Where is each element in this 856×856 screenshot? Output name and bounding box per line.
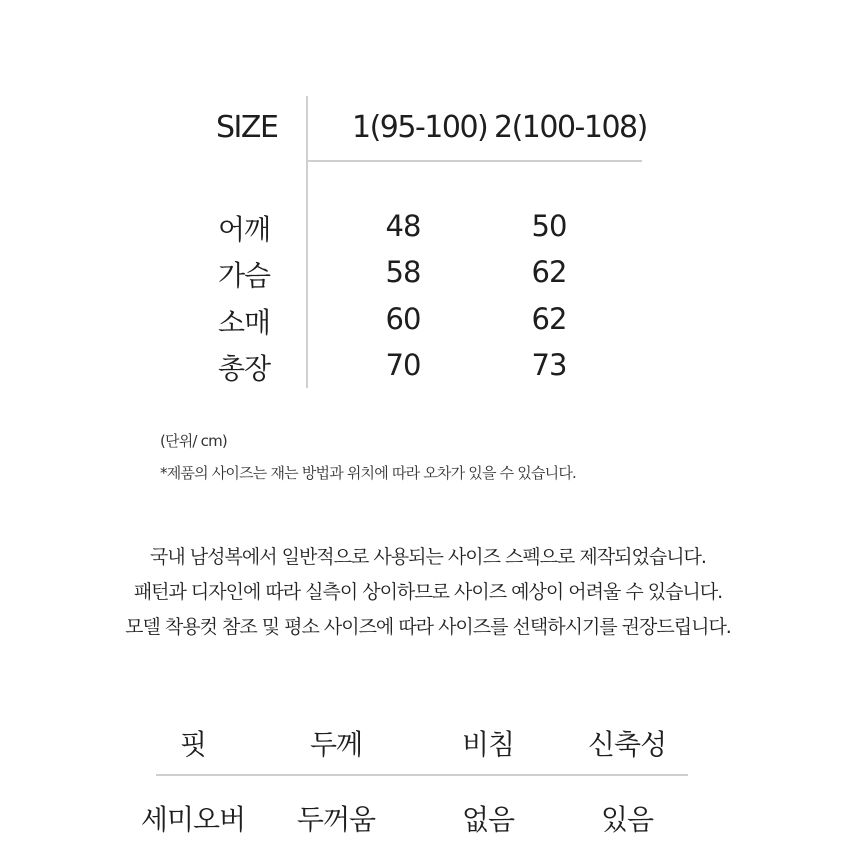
attr-header-stretch: 신축성 <box>587 728 667 761</box>
table-vertical-divider <box>306 96 308 388</box>
disclaimer-note: *제품의 사이즈는 재는 방법과 위치에 따라 오차가 있을 수 있습니다. <box>160 464 577 482</box>
attr-header-sheerness: 비침 <box>461 728 515 761</box>
row-value-size-2: 62 <box>531 255 567 289</box>
attr-value-fit: 세미오버 <box>140 803 246 836</box>
unit-note: (단위/ cm) <box>160 432 227 450</box>
attr-header-fit: 핏 <box>179 728 207 761</box>
attr-header-thickness: 두께 <box>309 728 363 761</box>
row-value-size-2: 62 <box>531 302 567 336</box>
attr-value-stretch: 있음 <box>600 803 654 836</box>
size-header-label: SIZE <box>216 110 278 145</box>
row-value-size-1: 60 <box>385 302 421 336</box>
description-line-1: 국내 남성복에서 일반적으로 사용되는 사이즈 스펙으로 제작되었습니다. <box>150 546 706 568</box>
row-label: 소매 <box>218 306 271 339</box>
row-value-size-2: 73 <box>531 348 567 382</box>
row-value-size-1: 70 <box>385 348 421 382</box>
attr-value-thickness: 두꺼움 <box>296 803 376 836</box>
description-line-2: 패턴과 디자인에 따라 실측이 상이하므로 사이즈 예상이 어려울 수 있습니다. <box>133 581 723 603</box>
row-label: 어깨 <box>218 213 271 246</box>
row-label: 총장 <box>218 352 271 385</box>
row-value-size-1: 58 <box>385 255 421 289</box>
size-col-2-header: 2(100-108) <box>494 110 647 145</box>
attributes-divider <box>156 774 688 776</box>
table-header-divider <box>306 160 642 162</box>
row-label: 가슴 <box>218 259 271 292</box>
attr-value-sheerness: 없음 <box>461 803 515 836</box>
size-col-1-header: 1(95-100) <box>352 110 488 145</box>
row-value-size-1: 48 <box>385 209 421 243</box>
description-line-3: 모델 착용컷 참조 및 평소 사이즈에 따라 사이즈를 선택하시기를 권장드립니다. <box>125 616 731 638</box>
row-value-size-2: 50 <box>531 209 567 243</box>
